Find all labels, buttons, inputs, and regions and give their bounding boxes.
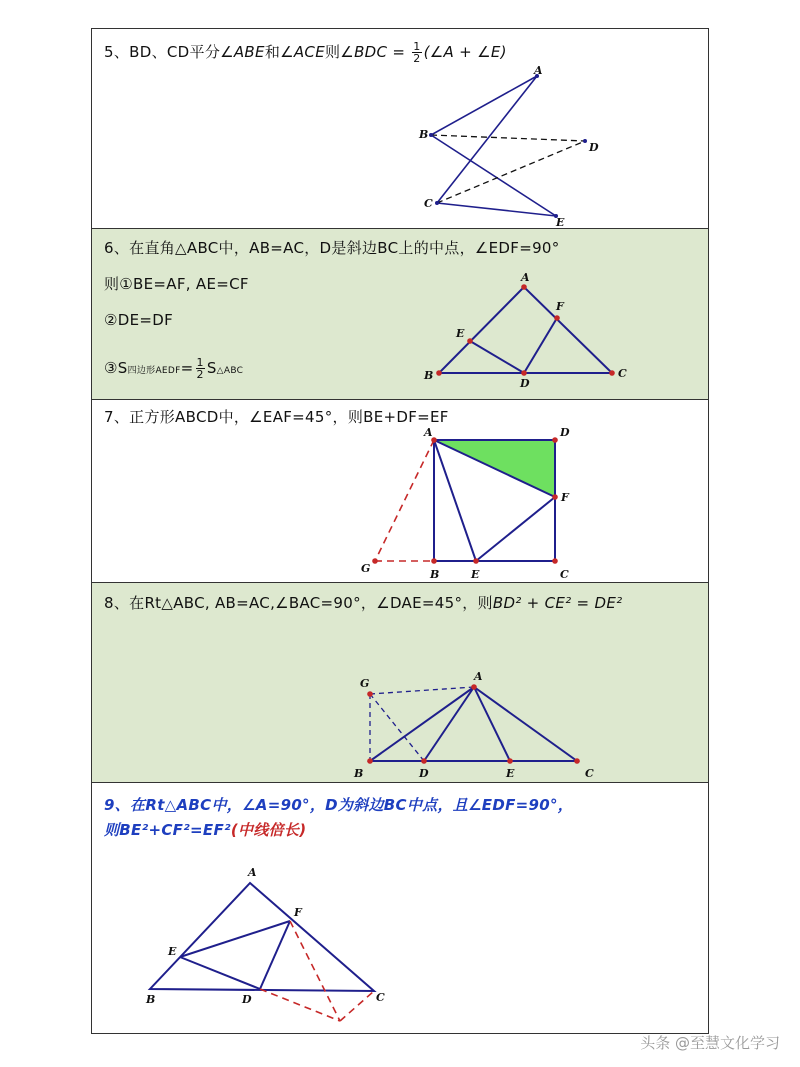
label-c: C bbox=[585, 767, 594, 780]
item-6-line1: 6、在直角△ABC中，AB=AC，D是斜边BC上的中点，∠EDF=90° bbox=[104, 239, 560, 257]
segment-df bbox=[260, 921, 290, 989]
item-9-line2: 则BE²+CF²=EF²(中线倍长) bbox=[104, 821, 307, 839]
fraction: $\frac{1}{2}$ bbox=[196, 356, 204, 381]
item-5-statement: 5、BD、CD平分∠ABE和∠ACE则∠BDC = $\frac{1}{2}$ (∠A + ∠E) bbox=[104, 40, 507, 65]
segment-ae bbox=[434, 440, 476, 561]
label-c: C bbox=[424, 197, 433, 210]
label-e: E bbox=[556, 216, 565, 229]
item-5 bbox=[92, 29, 708, 229]
label-g: G bbox=[360, 677, 370, 690]
item-9-line1: 9、在Rt△ABC中，∠A=90°，D为斜边BC中点，且∠EDF=90°， bbox=[104, 796, 574, 814]
label-b: B bbox=[430, 568, 440, 581]
fraction: $\frac{1}{2}$ bbox=[413, 40, 421, 65]
figure-6 bbox=[92, 229, 710, 400]
segment-ae bbox=[474, 687, 510, 761]
segment-ga bbox=[370, 687, 474, 694]
figure-8 bbox=[92, 583, 710, 783]
label-d: D bbox=[419, 767, 429, 780]
label-c: C bbox=[376, 991, 385, 1004]
label-d: D bbox=[242, 993, 252, 1006]
label-b: B bbox=[424, 369, 434, 382]
label-c: C bbox=[560, 568, 569, 581]
segment-gc bbox=[340, 991, 374, 1021]
segment-cd bbox=[437, 141, 585, 203]
segment-ac bbox=[437, 76, 537, 203]
segment-ed bbox=[180, 957, 260, 989]
segment-dg bbox=[260, 989, 340, 1021]
segment-ef bbox=[476, 497, 555, 561]
label-b: B bbox=[146, 993, 156, 1006]
watermark: 头条 @至慧文化学习 bbox=[640, 1034, 780, 1052]
item-8 bbox=[92, 583, 708, 783]
label-c: C bbox=[618, 367, 627, 380]
label-g: G bbox=[361, 562, 371, 575]
label-e: E bbox=[506, 767, 515, 780]
item-8-statement: 8、在Rt△ABC, AB=AC,∠BAC=90°，∠DAE=45°，则BD² + CE² = DE² bbox=[104, 594, 623, 612]
label-f: F bbox=[294, 906, 302, 919]
segment-ag bbox=[375, 440, 434, 561]
label-a: A bbox=[534, 64, 543, 77]
label-b: B bbox=[354, 767, 364, 780]
segment-ba bbox=[431, 76, 537, 135]
label-f: F bbox=[556, 300, 564, 313]
item-7-statement: 7、正方形ABCD中，∠EAF=45°，则BE+DF=EF bbox=[104, 408, 449, 426]
label-e: E bbox=[471, 568, 480, 581]
figure-5 bbox=[92, 29, 710, 229]
figure-9 bbox=[92, 783, 710, 1035]
triangle-abc bbox=[370, 687, 577, 761]
label-a: A bbox=[521, 271, 530, 284]
item-6-line3: ②DE=DF bbox=[104, 311, 174, 329]
label-b: B bbox=[419, 128, 429, 141]
label-a: A bbox=[248, 866, 257, 879]
triangle-abc bbox=[439, 287, 612, 373]
label-d: D bbox=[589, 141, 599, 154]
label-e: E bbox=[456, 327, 465, 340]
worksheet bbox=[91, 28, 709, 1034]
label-a: A bbox=[474, 670, 483, 683]
label-d: D bbox=[560, 426, 570, 439]
label-e: E bbox=[168, 945, 177, 958]
item-6-line4: ③S四边形AEDF= $\frac{1}{2}$ S△ABC bbox=[104, 356, 244, 381]
segment-ed bbox=[470, 341, 524, 373]
label-d: D bbox=[520, 377, 530, 390]
segment-fg bbox=[290, 921, 340, 1021]
segment-ad bbox=[424, 687, 474, 761]
item-6-line2: 则①BE=AF, AE=CF bbox=[104, 275, 249, 293]
label-f: F bbox=[561, 491, 569, 504]
item-9 bbox=[92, 783, 708, 1035]
item-6 bbox=[92, 229, 708, 400]
item-7 bbox=[92, 400, 708, 583]
item-9-note: (中线倍长) bbox=[230, 821, 307, 839]
figure-7 bbox=[92, 400, 710, 583]
triangle-abc bbox=[150, 883, 374, 991]
segment-df bbox=[524, 318, 557, 373]
label-a: A bbox=[424, 426, 433, 439]
segment-bd bbox=[431, 135, 585, 141]
